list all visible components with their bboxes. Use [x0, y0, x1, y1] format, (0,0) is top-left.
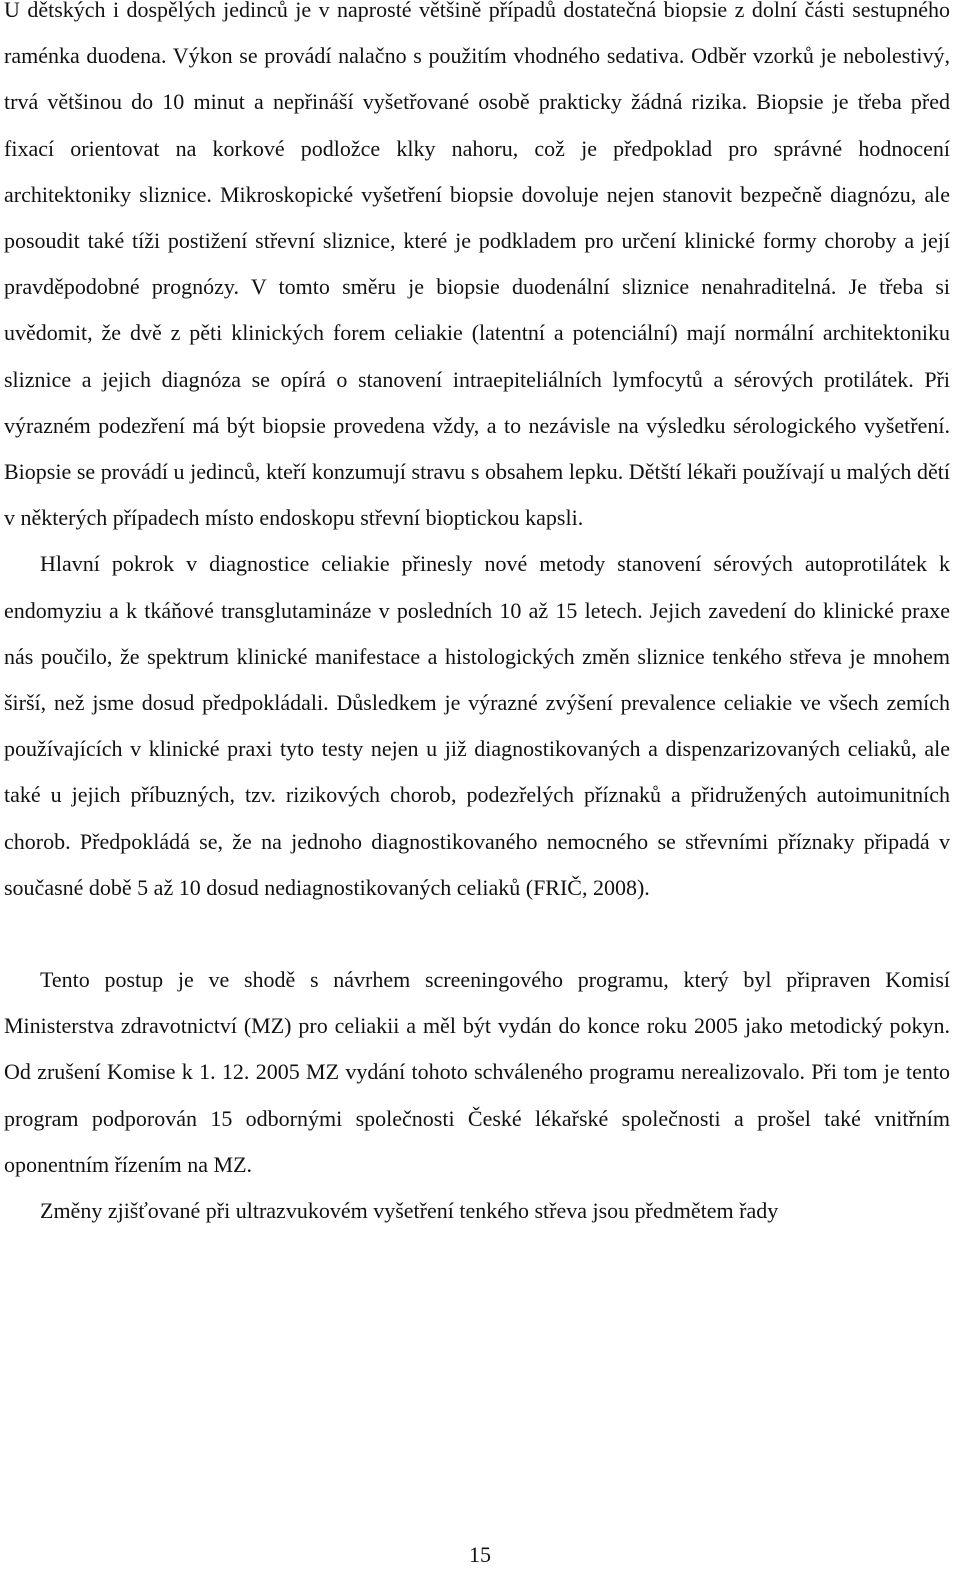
document-page [4, 0, 950, 1234]
page-number: 15 [469, 1542, 491, 1567]
paragraph-biopsy: U dětských i dospělých jedinců je v naprosté většině případů dostatečná biopsie z dolní části sestupného raménka duodena. Výkon se provádí nalačno s použitím vhodného sedativa. Odběr vzorků je nebolestivý, trvá většinou do 10 minut a nepřináší vyšetřované osobě prakticky žádná rizika. Biopsie je třeba před fixací orientovat na korkové podložce klky nahoru, což je předpoklad pro správné hodnocení architektoniky sliznice. Mikroskopické vyšetření biopsie dovoluje nejen stanovit bezpečně diagnózu, ale posoudit také tíži postižení střevní sliznice, které je podkladem pro určení klinické formy choroby a její pravděpodobné prognózy. V tomto směru je biopsie duodenální sliznice nenahraditelná. Je třeba si uvědomit, že dvě z pěti klinických forem celiakie (latentní a potenciální) mají normální architektoniku sliznice a jejich diagnóza se opírá o stanovení intraepiteliálních lymfocytů a sérových protilátek. Při výrazném podezření má být biopsie provedena vždy, a to nezávisle na výsledku sérologického vyšetření. Biopsie se provádí u jedinců, kteří konzumují stravu s obsahem lepku. Dětští lékaři používají u malých dětí v některých případech místo endoskopu střevní bioptickou kapsli. [4, 0, 950, 531]
paragraph-ultrasound: Změny zjišťované při ultrazvukovém vyšetření tenkého střeva jsou předmětem řady [40, 1198, 779, 1224]
paragraph-screening: Tento postup je ve shodě s návrhem screeningového programu, který byl připraven Komisí Ministerstva zdravotnictví (MZ) pro celiakii a měl být vydán do konce roku 2005 jako metodický pokyn. Od zrušení Komise k 1. 12. 2005 MZ vydání tohoto schváleného programu nerealizovalo. Při tom je tento program podporován 15 odbornými společnosti České lékařské společnosti a prošel také vnitřním oponentním řízením na MZ. [4, 967, 950, 1177]
paragraph-serology: Hlavní pokrok v diagnostice celiakie přinesly nové metody stanovení sérových autoprotilátek k endomyziu a k tkáňové transglutamináze v posledních 10 až 15 letech. Jejich zavedení do klinické praxe nás poučilo, že spektrum klinické manifestace a histologických změn sliznice tenkého střeva je mnohem širší, než jsme dosud předpokládali. Důsledkem je výrazné zvýšení prevalence celiakie ve všech zemích používajících v klinické praxi tyto testy nejen u již diagnostikovaných a dispenzarizovaných celiaků, ale také u jejich příbuzných, tzv. rizikových chorob, podezřelých příznaků a přidružených autoimunitních chorob. Předpokládá se, že na jednoho diagnostikovaného nemocného se střevními příznaky připadá v současné době 5 až 10 dosud nediagnostikovaných celiaků (FRIČ, 2008). [4, 551, 950, 900]
